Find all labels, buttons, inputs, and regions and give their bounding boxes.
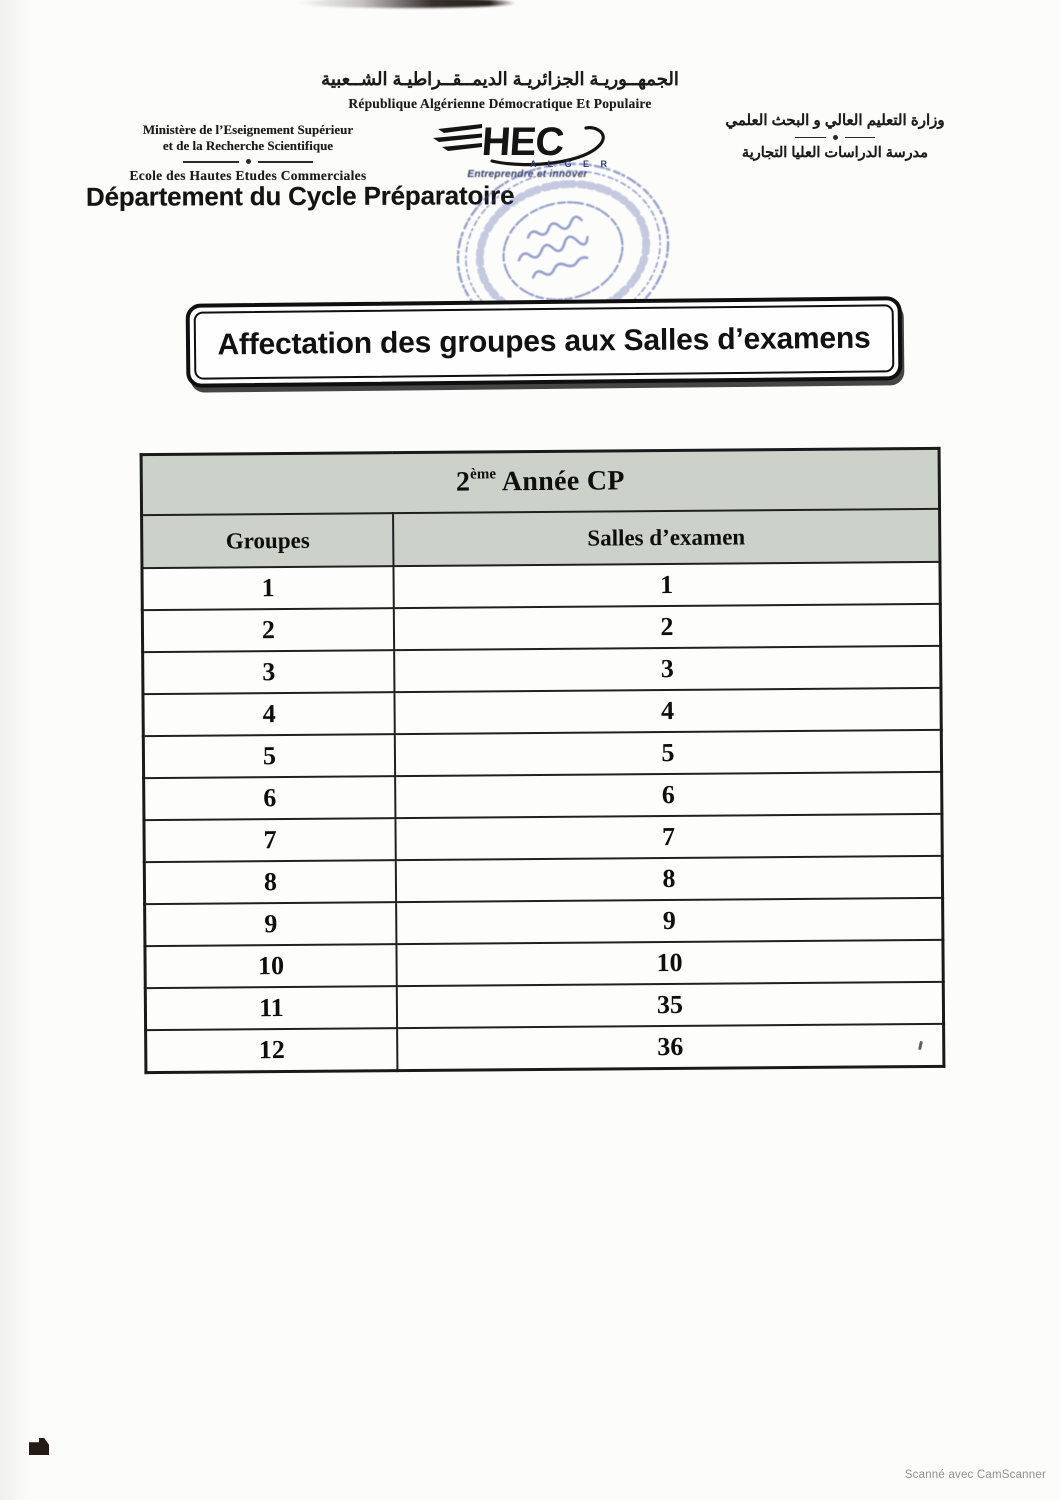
table-row	[143, 646, 941, 694]
divider-dot	[246, 159, 251, 164]
arabic-header-block	[655, 108, 1015, 165]
camscanner-watermark: Scanné avec CamScanner	[904, 1469, 1046, 1481]
logo-text-alger: A L G E R	[530, 159, 612, 169]
school-name-arabic: مدرسة الدراسات العليا التجارية	[741, 145, 929, 161]
salle-cell: 8	[396, 856, 943, 902]
scan-smudge-artifact	[296, 0, 516, 8]
salle-cell: 5	[395, 730, 942, 776]
salle-cell: 10	[396, 940, 943, 986]
divider-line	[183, 161, 239, 163]
logo-text-hec: HEC	[480, 120, 565, 164]
salle-cell: 36	[397, 1024, 944, 1071]
assignment-table	[140, 447, 946, 1074]
table-title	[141, 448, 939, 515]
title-box	[186, 296, 903, 387]
stamp-script-lines	[512, 215, 593, 280]
department-title: Département du Cycle Préparatoire	[85, 180, 515, 212]
school-name-french: Ecole des Hautes Etudes Commerciales	[129, 168, 367, 183]
groupe-cell: 5	[143, 734, 395, 778]
groupe-cell: 11	[145, 986, 397, 1030]
divider-line	[258, 161, 314, 163]
table-row	[143, 688, 941, 736]
table-row	[145, 940, 943, 988]
stamp-inner-ring	[494, 191, 633, 312]
salle-cell: 3	[394, 646, 941, 692]
salle-cell: 1	[393, 562, 940, 608]
divider-dot	[833, 135, 838, 140]
salle-cell: 7	[395, 814, 942, 860]
salle-cell: 6	[395, 772, 942, 818]
divider-line	[845, 137, 876, 138]
ministry-block	[98, 122, 398, 184]
scan-ink-blob-artifact	[29, 1438, 49, 1455]
column-header-groupes: Groupes	[142, 513, 394, 568]
salle-cell: 35	[397, 982, 944, 1028]
table-header-row	[142, 509, 940, 568]
logo-speed-line	[442, 143, 482, 151]
year-title-rest: Année CP	[495, 465, 625, 498]
groupe-cell: 8	[144, 860, 396, 904]
column-header-salles: Salles d’examen	[393, 509, 940, 566]
table-row	[142, 562, 940, 610]
groupe-cell: 1	[142, 566, 394, 610]
ministry-line-2: et de la Recherche Scientifique	[162, 138, 334, 153]
republic-name-french: République Algérienne Démocratique Et Populaire	[348, 96, 652, 111]
ministry-line-1: Ministère de l’Eseignement Supérieur	[142, 122, 354, 137]
ministry-name-arabic: وزارة التعليم العالي و البحث العلمي	[725, 112, 945, 129]
table-row	[146, 1024, 944, 1073]
groupe-cell: 3	[143, 650, 395, 694]
groupe-cell: 4	[143, 692, 395, 736]
dash-dot-divider	[183, 159, 313, 164]
republic-name-arabic: الجمهــوريـة الجزائريـة الديمــقــراطيـة الشــعبية	[321, 69, 679, 89]
table-row	[144, 814, 942, 862]
logo-tagline: Entreprendre et innover	[467, 169, 588, 180]
salle-cell: 9	[396, 898, 943, 944]
logo-speed-line	[438, 124, 482, 133]
table-row	[145, 898, 943, 946]
table-title-row	[141, 448, 939, 515]
table-row	[142, 604, 940, 652]
page-title: Affectation des groupes aux Salles d’examens	[194, 304, 895, 379]
groupe-cell: 10	[145, 944, 397, 988]
groupe-cell: 2	[142, 608, 394, 652]
salle-cell: 2	[394, 604, 941, 650]
year-number: 2	[455, 466, 471, 498]
groupe-cell: 9	[145, 902, 397, 946]
table-row	[145, 982, 943, 1030]
table-row	[144, 772, 942, 820]
table-row	[144, 856, 942, 904]
table-row	[143, 730, 941, 778]
salle-cell: 4	[394, 688, 941, 734]
dash-dot-divider	[795, 135, 875, 140]
logo-speed-line	[433, 134, 482, 143]
groupe-cell: 6	[144, 776, 396, 820]
groupe-cell: 12	[146, 1028, 398, 1072]
divider-line	[795, 137, 826, 138]
year-ordinal-suffix: ème	[470, 466, 497, 483]
table-body	[142, 562, 944, 1073]
groupe-cell: 7	[144, 818, 396, 862]
